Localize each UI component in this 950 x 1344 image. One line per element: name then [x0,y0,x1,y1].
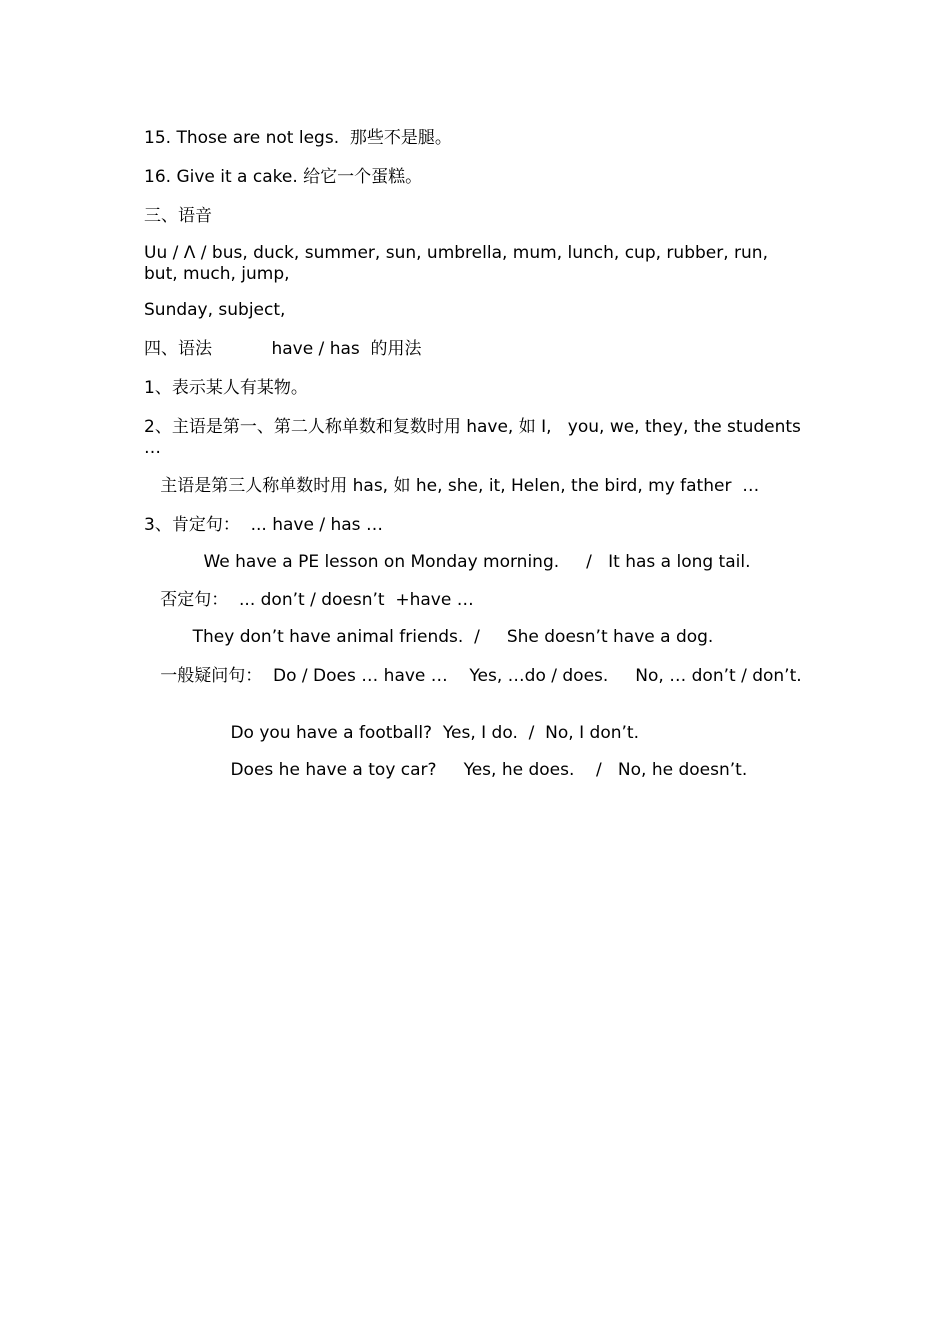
line-question-rule: 一般疑问句： Do / Does … have … Yes, …do / does. No, … don’t / don’t. [144,666,802,686]
line-grammar-rule-1: 1、表示某人有某物。 [144,378,308,398]
line-grammar-rule-3-affirmative: 3、肯定句： ... have / has … [144,515,383,535]
line-question-example-1: Do you have a football? Yes, I do. / No, I don’t. [144,723,639,743]
line-grammar-rule-2-third-person: 主语是第三人称单数时用 has, 如 he, she, it, Helen, the bird, my father … [144,476,760,496]
line-grammar-rule-2: 2、主语是第一、第二人称单数和复数时用 have, 如 I, you, we, they, the students … [144,417,807,458]
line-sentence-15: 15. Those are not legs. 那些不是腿。 [144,128,452,148]
line-affirmative-examples: We have a PE lesson on Monday morning. / It has a long tail. [144,552,751,572]
line-question-example-2: Does he have a toy car? Yes, he does. / No, he doesn’t. [144,760,748,780]
line-negative-examples: They don’t have animal friends. / She doesn’t have a dog. [144,627,714,647]
line-phonics-words: Uu / Λ / bus, duck, summer, sun, umbrella, mum, lunch, cup, rubber, run, but, much, jump, [144,243,774,284]
line-phonics-words-cont: Sunday, subject, [144,300,286,320]
section-heading-grammar: 四、语法 have / has 的用法 [144,339,422,359]
line-negative-rule: 否定句： ... don’t / doesn’t +have … [144,590,474,610]
section-heading-phonics: 三、语音 [144,206,212,226]
line-sentence-16: 16. Give it a cake. 给它一个蛋糕。 [144,167,423,187]
